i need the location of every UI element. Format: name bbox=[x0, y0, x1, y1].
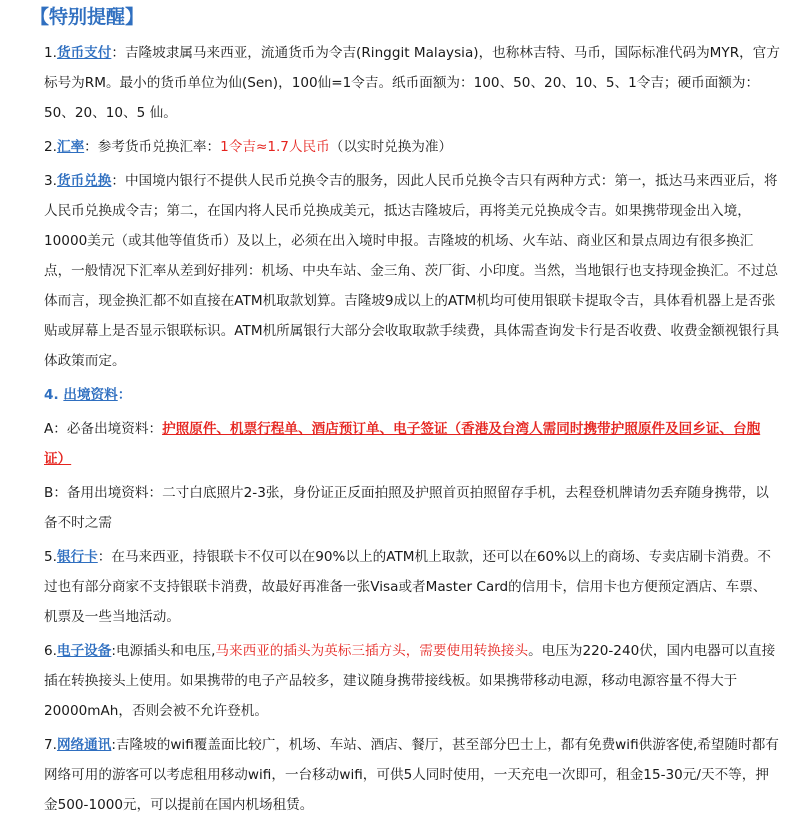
section-heading-bank-card: 银行卡 bbox=[56, 549, 98, 565]
section-number: 3. bbox=[44, 173, 57, 189]
section-number: 6. bbox=[44, 643, 57, 659]
rate-value: 1令吉≈1.7人民币 bbox=[220, 139, 330, 155]
required-docs-list: 护照原件、机票行程单、酒店预订单、电子签证（香港及台湾人需同时携带护照原件及回乡证、台胞证） bbox=[44, 421, 761, 467]
page-title: 【特别提醒】 bbox=[30, 6, 145, 28]
section-exit-documents bbox=[44, 380, 780, 410]
section-colon: ： bbox=[117, 387, 132, 403]
section-exchange-rate bbox=[44, 132, 780, 162]
section-number: 5. bbox=[44, 549, 57, 565]
section-currency bbox=[44, 38, 780, 128]
required-label: A：必备出境资料： bbox=[44, 421, 163, 437]
section-text: 。电压为220-240伏，国内电器可以直接插在转换接头上使用。如果携带的电子产品较多，建议随身携带接线板。如果携带移动电源，移动电源容量不得大于20000mAh，否则会被不允许登机。 bbox=[44, 643, 776, 719]
section-bank-card bbox=[44, 542, 780, 632]
required-documents bbox=[44, 414, 780, 474]
section-number: 1. bbox=[44, 45, 57, 61]
plug-note: 马来西亚的插头为英标三插方头，需要使用转换接头 bbox=[215, 643, 529, 659]
section-heading-currency: 货币支付 bbox=[56, 45, 112, 61]
section-text: :电源插头和电压, bbox=[111, 643, 216, 659]
section-number: 2. bbox=[44, 139, 57, 155]
section-text: :吉隆坡的wifi覆盖面比较广，机场、车站、酒店、餐厅，甚至部分巴士上，都有免费wifi供游客使,希望随时都有网络可用的游客可以考虑租用移动wifi，一台移动wifi，可供5人同时使用，一天充电一次即可，租金15-30元/天不等，押金500-1000元，可以提前在国内机场租赁。 bbox=[44, 737, 779, 813]
section-network bbox=[44, 730, 780, 820]
section-heading-electronics: 电子设备 bbox=[56, 643, 112, 659]
section-number: 4. bbox=[44, 387, 64, 403]
section-text: （以实时兑换为准） bbox=[329, 139, 453, 155]
section-heading-network: 网络通讯 bbox=[56, 737, 112, 753]
section-heading-exit-docs: 出境资料 bbox=[63, 387, 118, 403]
section-electronics bbox=[44, 636, 780, 726]
section-heading-rate: 汇率 bbox=[56, 139, 85, 155]
section-number: 7. bbox=[44, 737, 57, 753]
backup-documents bbox=[44, 478, 780, 538]
section-text: ：吉隆坡隶属马来西亚，流通货币为令吉(Ringgit Malaysia)，也称林吉特、马币，国际标准代码为MYR，官方标号为RM。最小的货币单位为仙(Sen)，100仙=1令吉。纸币面额为：100、50、20、10、5、1令吉；硬币面额为：50、20、10、5 仙。 bbox=[44, 45, 780, 121]
backup-text: B：备用出境资料：二寸白底照片2-3张，身份证正反面拍照及护照首页拍照留存手机，去程登机牌请勿丢弃随身携带，以备不时之需 bbox=[44, 485, 769, 531]
section-heading-exchange: 货币兑换 bbox=[56, 173, 112, 189]
section-text: ：中国境内银行不提供人民币兑换令吉的服务，因此人民币兑换令吉只有两种方式：第一，抵达马来西亚后，将人民币兑换成令吉；第二，在国内将人民币兑换成美元，抵达吉隆坡后，再将美元兑换成令吉。如果携带现金出入境，10000美元（或其他等值货币）及以上，必须在出入境时申报。吉隆坡的机场、火车站、商业区和景点周边有很多换汇点，一般情况下汇率从差到好排列：机场、中央车站、金三角、茨厂街、小印度。当然，当地银行也支持现金换汇。不过总体而言，现金换汇都不如直接在ATM机取款划算。吉隆坡9成以上的ATM机均可使用银联卡提取令吉，具体看机器上是否张贴或屏幕上是否显示银联标识。ATM机所属银行大部分会收取取款手续费，具体需查询发卡行是否收费、收费金额视银行具体政策而定。 bbox=[44, 173, 780, 369]
section-currency-exchange bbox=[44, 166, 780, 376]
section-text: ：在马来西亚，持银联卡不仅可以在90%以上的ATM机上取款，还可以在60%以上的商场、专卖店刷卡消费。不过也有部分商家不支持银联卡消费，故最好再准备一张Visa或者Master Card的信用卡，信用卡也方便预定酒店、车票、机票及一些当地活动。 bbox=[44, 549, 771, 625]
section-text: ：参考货币兑换汇率： bbox=[84, 139, 221, 155]
